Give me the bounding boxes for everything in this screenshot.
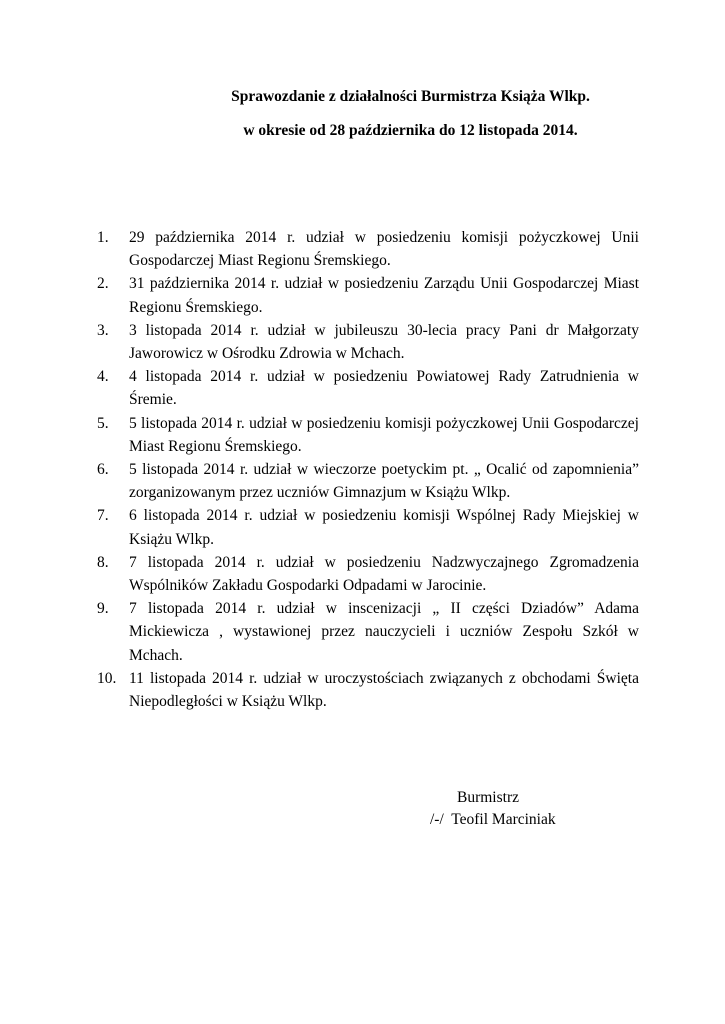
item-text: 29 października 2014 r. udział w posiedzeniu komisji pożyczkowej Unii Gospodarczej Miast Regionu Śremskiego. <box>129 229 639 270</box>
item-text: 5 listopada 2014 r. udział w posiedzeniu komisji pożyczkowej Unii Gospodarczej Miast Regionu Śremskiego. <box>129 414 639 455</box>
list-item <box>97 504 639 550</box>
item-text: 31 października 2014 r. udział w posiedzeniu Zarządu Unii Gospodarczej Miast Regionu Śremskiego. <box>129 275 639 316</box>
list-item <box>97 412 639 458</box>
item-number: 6. <box>97 461 109 479</box>
list-item <box>97 551 639 597</box>
item-number: 4. <box>97 368 109 386</box>
item-number: 9. <box>97 600 109 618</box>
report-period: w okresie od 28 października do 12 listopada 2014. <box>243 122 578 139</box>
item-text: 5 listopada 2014 r. udział w wieczorze poetyckim pt. „ Ocalić od zapomnienia” zorganizowanym przez uczniów Gimnazjum w Książu Wlkp. <box>129 461 639 502</box>
item-number: 10. <box>97 669 117 687</box>
item-number: 7. <box>97 507 109 525</box>
item-text: 3 listopada 2014 r. udział w jubileuszu 30-lecia pracy Pani dr Małgorzaty Jaworowicz w Ośrodku Zdrowia w Mchach. <box>129 321 639 363</box>
activity-list <box>97 226 639 713</box>
item-number: 2. <box>97 275 109 293</box>
item-number: 8. <box>97 553 109 571</box>
signature-role: Burmistrz <box>457 789 519 806</box>
report-title: Sprawozdanie z działalności Burmistrza Książa Wlkp. <box>231 88 590 105</box>
list-item <box>97 597 639 667</box>
item-number: 3. <box>97 321 109 339</box>
item-text: 7 listopada 2014 r. udział w inscenizacji „ II części Dziadów” Adama Mickiewicza , wystawionej przez nauczycieli i uczniów Zespołu Szkół w Mchach. <box>129 600 639 664</box>
item-number: 5. <box>97 414 109 432</box>
list-item <box>97 667 639 713</box>
item-number: 1. <box>97 229 109 246</box>
item-text: 11 listopada 2014 r. udział w uroczystościach związanych z obchodami Święta Niepodległości w Książu Wlkp. <box>129 669 639 711</box>
list-item <box>97 319 639 365</box>
list-item <box>97 365 639 411</box>
signature-name: /-/ Teofil Marciniak <box>430 811 556 828</box>
item-text: 7 listopada 2014 r. udział w posiedzeniu Nadzwyczajnego Zgromadzenia Wspólników Zakładu Gospodarki Odpadami w Jarocinie. <box>129 553 639 595</box>
item-text: 6 listopada 2014 r. udział w posiedzeniu komisji Wspólnej Rady Miejskiej w Książu Wlkp. <box>129 507 639 548</box>
item-text: 4 listopada 2014 r. udział w posiedzeniu Powiatowej Rady Zatrudnienia w Śremie. <box>129 368 639 409</box>
list-item <box>97 458 639 504</box>
list-item <box>97 226 639 272</box>
list-item <box>97 272 639 318</box>
